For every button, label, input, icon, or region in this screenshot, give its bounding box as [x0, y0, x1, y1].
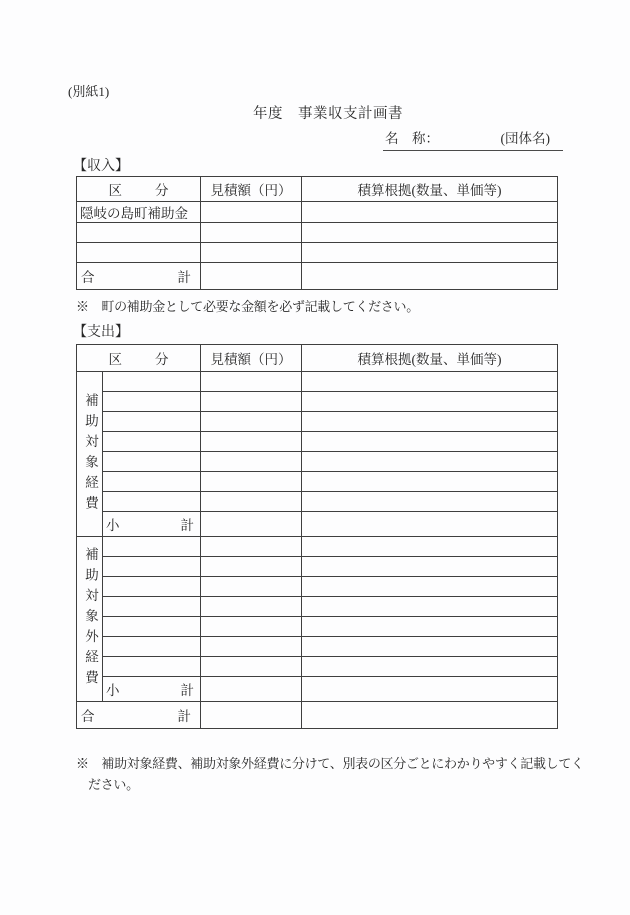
expense-basis-cell — [302, 537, 558, 557]
expense-subtotal-amount-cell — [201, 512, 302, 537]
expense-subtotal-row — [77, 512, 558, 537]
expense-basis-cell — [302, 392, 558, 412]
expense-basis-cell — [302, 452, 558, 472]
expense-row — [77, 537, 558, 557]
expense-basis-cell — [302, 472, 558, 492]
expense-category-cell — [103, 492, 201, 512]
expense-row — [77, 657, 558, 677]
expense-basis-cell — [302, 657, 558, 677]
expense-amount-cell — [201, 472, 302, 492]
expense-row — [77, 372, 558, 392]
expense-category-cell — [103, 412, 201, 432]
expense-group2-label-cell — [77, 537, 103, 702]
expense-amount-cell — [201, 452, 302, 472]
expense-category-cell — [103, 577, 201, 597]
expense-row — [77, 617, 558, 637]
expense-amount-cell — [201, 617, 302, 637]
expense-total-basis-cell — [302, 702, 558, 729]
income-basis-cell — [302, 223, 558, 243]
expense-category-cell — [103, 452, 201, 472]
expense-row — [77, 577, 558, 597]
expense-category-cell — [103, 597, 201, 617]
document-title: 年度 事業収支計画書 — [253, 106, 403, 122]
expense-header-basis: 積算根拠(数量、単価等) — [302, 345, 558, 372]
name-label: 名 称： — [385, 131, 439, 146]
income-note: ※ 町の補助金として必要な金額を必ず記載してください。 — [76, 299, 419, 314]
income-row — [77, 243, 558, 263]
expense-row — [77, 452, 558, 472]
expense-category-cell — [103, 617, 201, 637]
expense-subtotal-label: 小計 — [106, 683, 194, 698]
income-header-amount: 見積額（円） — [201, 177, 302, 202]
income-basis-cell — [302, 202, 558, 223]
expense-subtotal-basis-cell — [302, 677, 558, 702]
expense-total-amount-cell — [201, 702, 302, 729]
expense-note — [76, 753, 584, 795]
expense-amount-cell — [201, 657, 302, 677]
expense-basis-cell — [302, 637, 558, 657]
income-row — [77, 202, 558, 223]
income-table — [76, 176, 558, 290]
expense-category-cell — [103, 472, 201, 492]
expense-group1-label: 補助対象経費 — [83, 392, 98, 516]
expense-header-amount: 見積額（円） — [201, 345, 302, 372]
expense-basis-cell — [302, 412, 558, 432]
income-basis-cell — [302, 243, 558, 263]
income-total-label: 合計 — [81, 270, 191, 285]
expense-basis-cell — [302, 617, 558, 637]
expense-basis-cell — [302, 492, 558, 512]
expense-group2-label: 補助対象外経費 — [83, 547, 98, 691]
expense-amount-cell — [201, 557, 302, 577]
expense-category-cell — [103, 657, 201, 677]
income-section-label: 【収入】 — [73, 159, 129, 174]
expense-amount-cell — [201, 392, 302, 412]
expense-basis-cell — [302, 597, 558, 617]
expense-header-category: 区分 — [77, 345, 201, 372]
expense-category-cell — [103, 432, 201, 452]
expense-total-row — [77, 702, 558, 729]
expense-row — [77, 557, 558, 577]
expense-basis-cell — [302, 557, 558, 577]
income-category-cell — [77, 223, 201, 243]
expense-note-line2: ださい。 — [88, 777, 139, 792]
attachment-label: (別紙1) — [68, 84, 110, 99]
income-total-label-cell — [77, 263, 201, 290]
expense-category-cell — [103, 372, 201, 392]
expense-row — [77, 597, 558, 617]
expense-group1-label-cell — [77, 372, 103, 537]
expense-subtotal-row — [77, 677, 558, 702]
expense-subtotal-label-cell — [103, 677, 201, 702]
expense-section-label: 【支出】 — [73, 325, 129, 340]
income-header-row — [77, 177, 558, 202]
expense-row — [77, 637, 558, 657]
expense-category-cell — [103, 392, 201, 412]
expense-category-cell — [103, 537, 201, 557]
expense-row — [77, 392, 558, 412]
income-total-basis-cell — [302, 263, 558, 290]
income-category-cell — [77, 243, 201, 263]
expense-subtotal-basis-cell — [302, 512, 558, 537]
expense-note-line1: ※ 補助対象経費、補助対象外経費に分けて、別表の区分ごとにわかりやすく記載してく — [76, 756, 584, 771]
expense-basis-cell — [302, 372, 558, 392]
expense-amount-cell — [201, 372, 302, 392]
expense-basis-cell — [302, 432, 558, 452]
expense-amount-cell — [201, 412, 302, 432]
expense-subtotal-amount-cell — [201, 677, 302, 702]
expense-table — [76, 344, 558, 729]
expense-row — [77, 412, 558, 432]
expense-amount-cell — [201, 537, 302, 557]
expense-amount-cell — [201, 432, 302, 452]
expense-total-label: 合計 — [81, 709, 191, 724]
income-total-amount-cell — [201, 263, 302, 290]
expense-amount-cell — [201, 637, 302, 657]
name-field-line — [383, 127, 563, 151]
expense-category-cell — [103, 637, 201, 657]
expense-row — [77, 472, 558, 492]
expense-row — [77, 432, 558, 452]
income-amount-cell — [201, 243, 302, 263]
income-amount-cell — [201, 202, 302, 223]
income-header-basis: 積算根拠(数量、単価等) — [302, 177, 558, 202]
income-amount-cell — [201, 223, 302, 243]
expense-subtotal-label: 小計 — [106, 518, 194, 533]
expense-subtotal-label-cell — [103, 512, 201, 537]
income-total-row — [77, 263, 558, 290]
expense-row — [77, 492, 558, 512]
expense-amount-cell — [201, 492, 302, 512]
expense-header-row — [77, 345, 558, 372]
expense-amount-cell — [201, 597, 302, 617]
expense-basis-cell — [302, 577, 558, 597]
income-header-category: 区分 — [77, 177, 201, 202]
income-row — [77, 223, 558, 243]
name-hint: (団体名) — [500, 131, 550, 146]
expense-total-label-cell — [77, 702, 201, 729]
expense-category-cell — [103, 557, 201, 577]
expense-amount-cell — [201, 577, 302, 597]
income-category-cell: 隠岐の島町補助金 — [77, 202, 201, 223]
